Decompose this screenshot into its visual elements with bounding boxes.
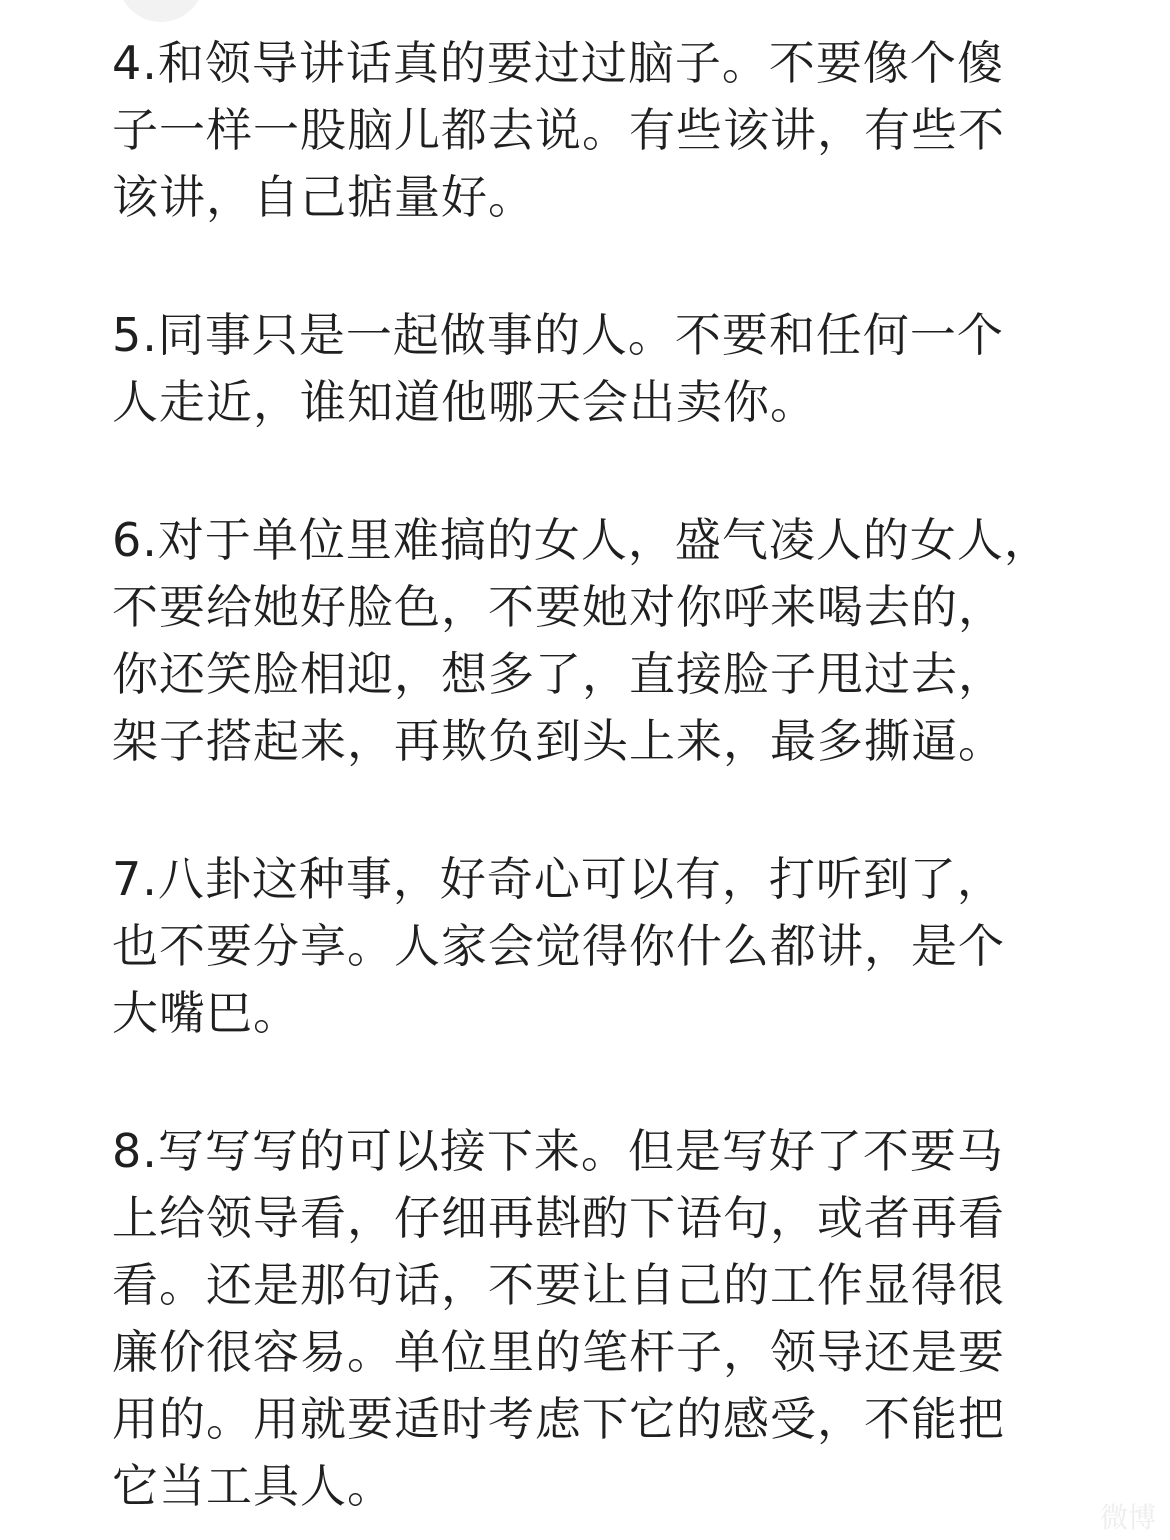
text-line: 大嘴巴。 xyxy=(112,986,300,1040)
watermark-logo: 微博 xyxy=(1099,1501,1156,1534)
text-line: 子一样一股脑儿都去说。有些该讲，有些不 xyxy=(112,103,1005,157)
text-line: 4.和领导讲话真的要过过脑子。不要像个傻 xyxy=(112,36,1004,90)
paragraph-7 xyxy=(112,846,1062,1047)
avatar xyxy=(118,0,204,22)
text-line: 你还笑脸相迎，想多了，直接脸子甩过去， xyxy=(112,647,1005,701)
text-line: 7.八卦这种事，好奇心可以有，打听到了， xyxy=(112,852,1004,906)
text-line: 架子搭起来，再欺负到头上来，最多撕逼。 xyxy=(112,714,1005,768)
text-line: 8.写写写的可以接下来。但是写好了不要马 xyxy=(112,1124,1004,1178)
text-line: 看。还是那句话，不要让自己的工作显得很 xyxy=(112,1258,1005,1312)
paragraph-6 xyxy=(112,507,1062,775)
text-line: 它当工具人。 xyxy=(112,1459,394,1513)
text-line: 不要给她好脸色，不要她对你呼来喝去的， xyxy=(112,580,1005,634)
text-line: 廉价很容易。单位里的笔杆子，领导还是要 xyxy=(112,1325,1005,1379)
article-body xyxy=(112,30,1062,1520)
text-line: 该讲，自己掂量好。 xyxy=(112,170,535,224)
text-line: 6.对于单位里难搞的女人，盛气凌人的女人， xyxy=(112,513,1051,567)
paragraph-5 xyxy=(112,302,1062,436)
paragraph-4 xyxy=(112,30,1062,231)
text-line: 用的。用就要适时考虑下它的感受，不能把 xyxy=(112,1392,1005,1446)
text-line: 人走近，谁知道他哪天会出卖你。 xyxy=(112,375,817,429)
text-line: 上给领导看，仔细再斟酌下语句，或者再看 xyxy=(112,1191,1005,1245)
paragraph-8 xyxy=(112,1118,1062,1520)
text-line: 5.同事只是一起做事的人。不要和任何一个 xyxy=(112,308,1004,362)
text-line: 也不要分享。人家会觉得你什么都讲，是个 xyxy=(112,919,1005,973)
